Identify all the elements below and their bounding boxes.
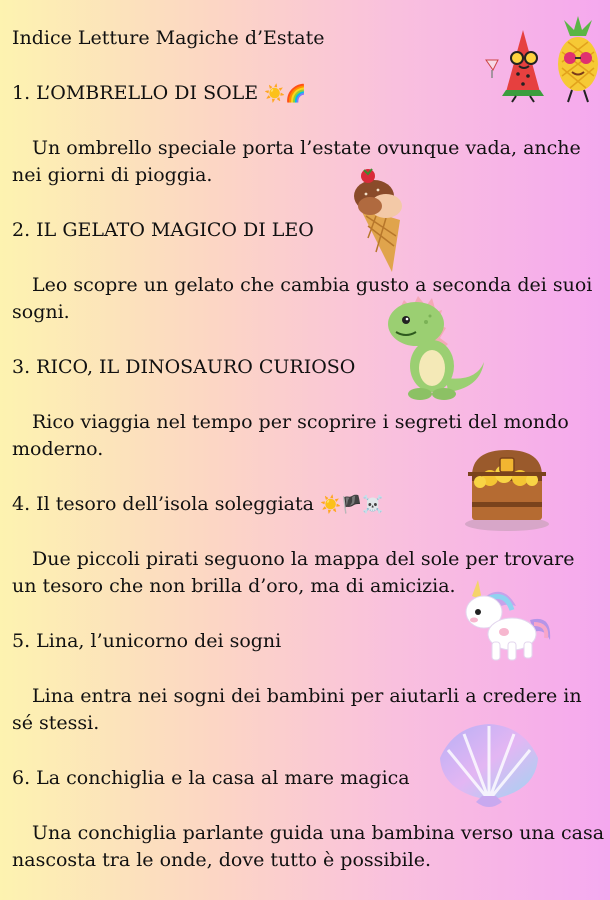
story-6-heading [12, 766, 410, 790]
page-title: Indice Letture Magiche d’Estate [12, 27, 325, 49]
story-6-line-1: Una conchiglia parlante guida una bambina verso una casa [32, 822, 605, 844]
dinosaur-icon [384, 292, 490, 402]
story-2-line-2: sogni. [12, 301, 70, 323]
story-3-title: 3. RICO, IL DINOSAURO CURIOSO [12, 356, 356, 378]
story-4-title: 4. Il tesoro dell’isola soleggiata [12, 493, 314, 515]
treasure-chest-icon [464, 446, 550, 532]
story-4-line-1: Due piccoli pirati seguono la mappa del sole per trovare [32, 548, 575, 570]
story-1-line-1: Un ombrello speciale porta l’estate ovunque vada, anche [32, 137, 581, 159]
story-2-title: 2. IL GELATO MAGICO DI LEO [12, 219, 314, 241]
story-2-line-1: Leo scopre un gelato che cambia gusto a seconda dei suoi [32, 274, 593, 296]
story-1-heading [12, 81, 307, 106]
story-3-line-1: Rico viaggia nel tempo per scoprire i segreti del mondo [32, 411, 569, 433]
story-1-title: 1. L’OMBRELLO DI SOLE [12, 82, 259, 104]
sun-pirate-flag-emoji: ☀️🏴☠️ [319, 495, 384, 515]
watermelon-pineapple-icon [482, 14, 602, 104]
story-3-line-2: moderno. [12, 438, 104, 460]
ice-cream-cone-icon [346, 166, 408, 276]
story-3-heading [12, 355, 355, 379]
story-5-title: 5. Lina, l’unicorno dei sogni [12, 630, 282, 652]
story-4-heading [12, 492, 384, 517]
story-5-line-2: sé stessi. [12, 712, 100, 734]
story-1-line-2: nei giorni di pioggia. [12, 164, 213, 186]
seashell-icon [434, 720, 544, 812]
story-5-heading [12, 629, 281, 653]
story-4-line-2: un tesoro che non brilla d’oro, ma di amicizia. [12, 575, 456, 597]
story-2-heading [12, 218, 314, 242]
story-5-line-1: Lina entra nei sogni dei bambini per aiutarli a credere in [32, 685, 582, 707]
unicorn-icon [460, 580, 554, 664]
story-6-title: 6. La conchiglia e la casa al mare magica [12, 767, 410, 789]
sun-rainbow-emoji: ☀️🌈 [264, 84, 307, 104]
story-6-line-2: nascosta tra le onde, dove tutto è possibile. [12, 849, 432, 871]
